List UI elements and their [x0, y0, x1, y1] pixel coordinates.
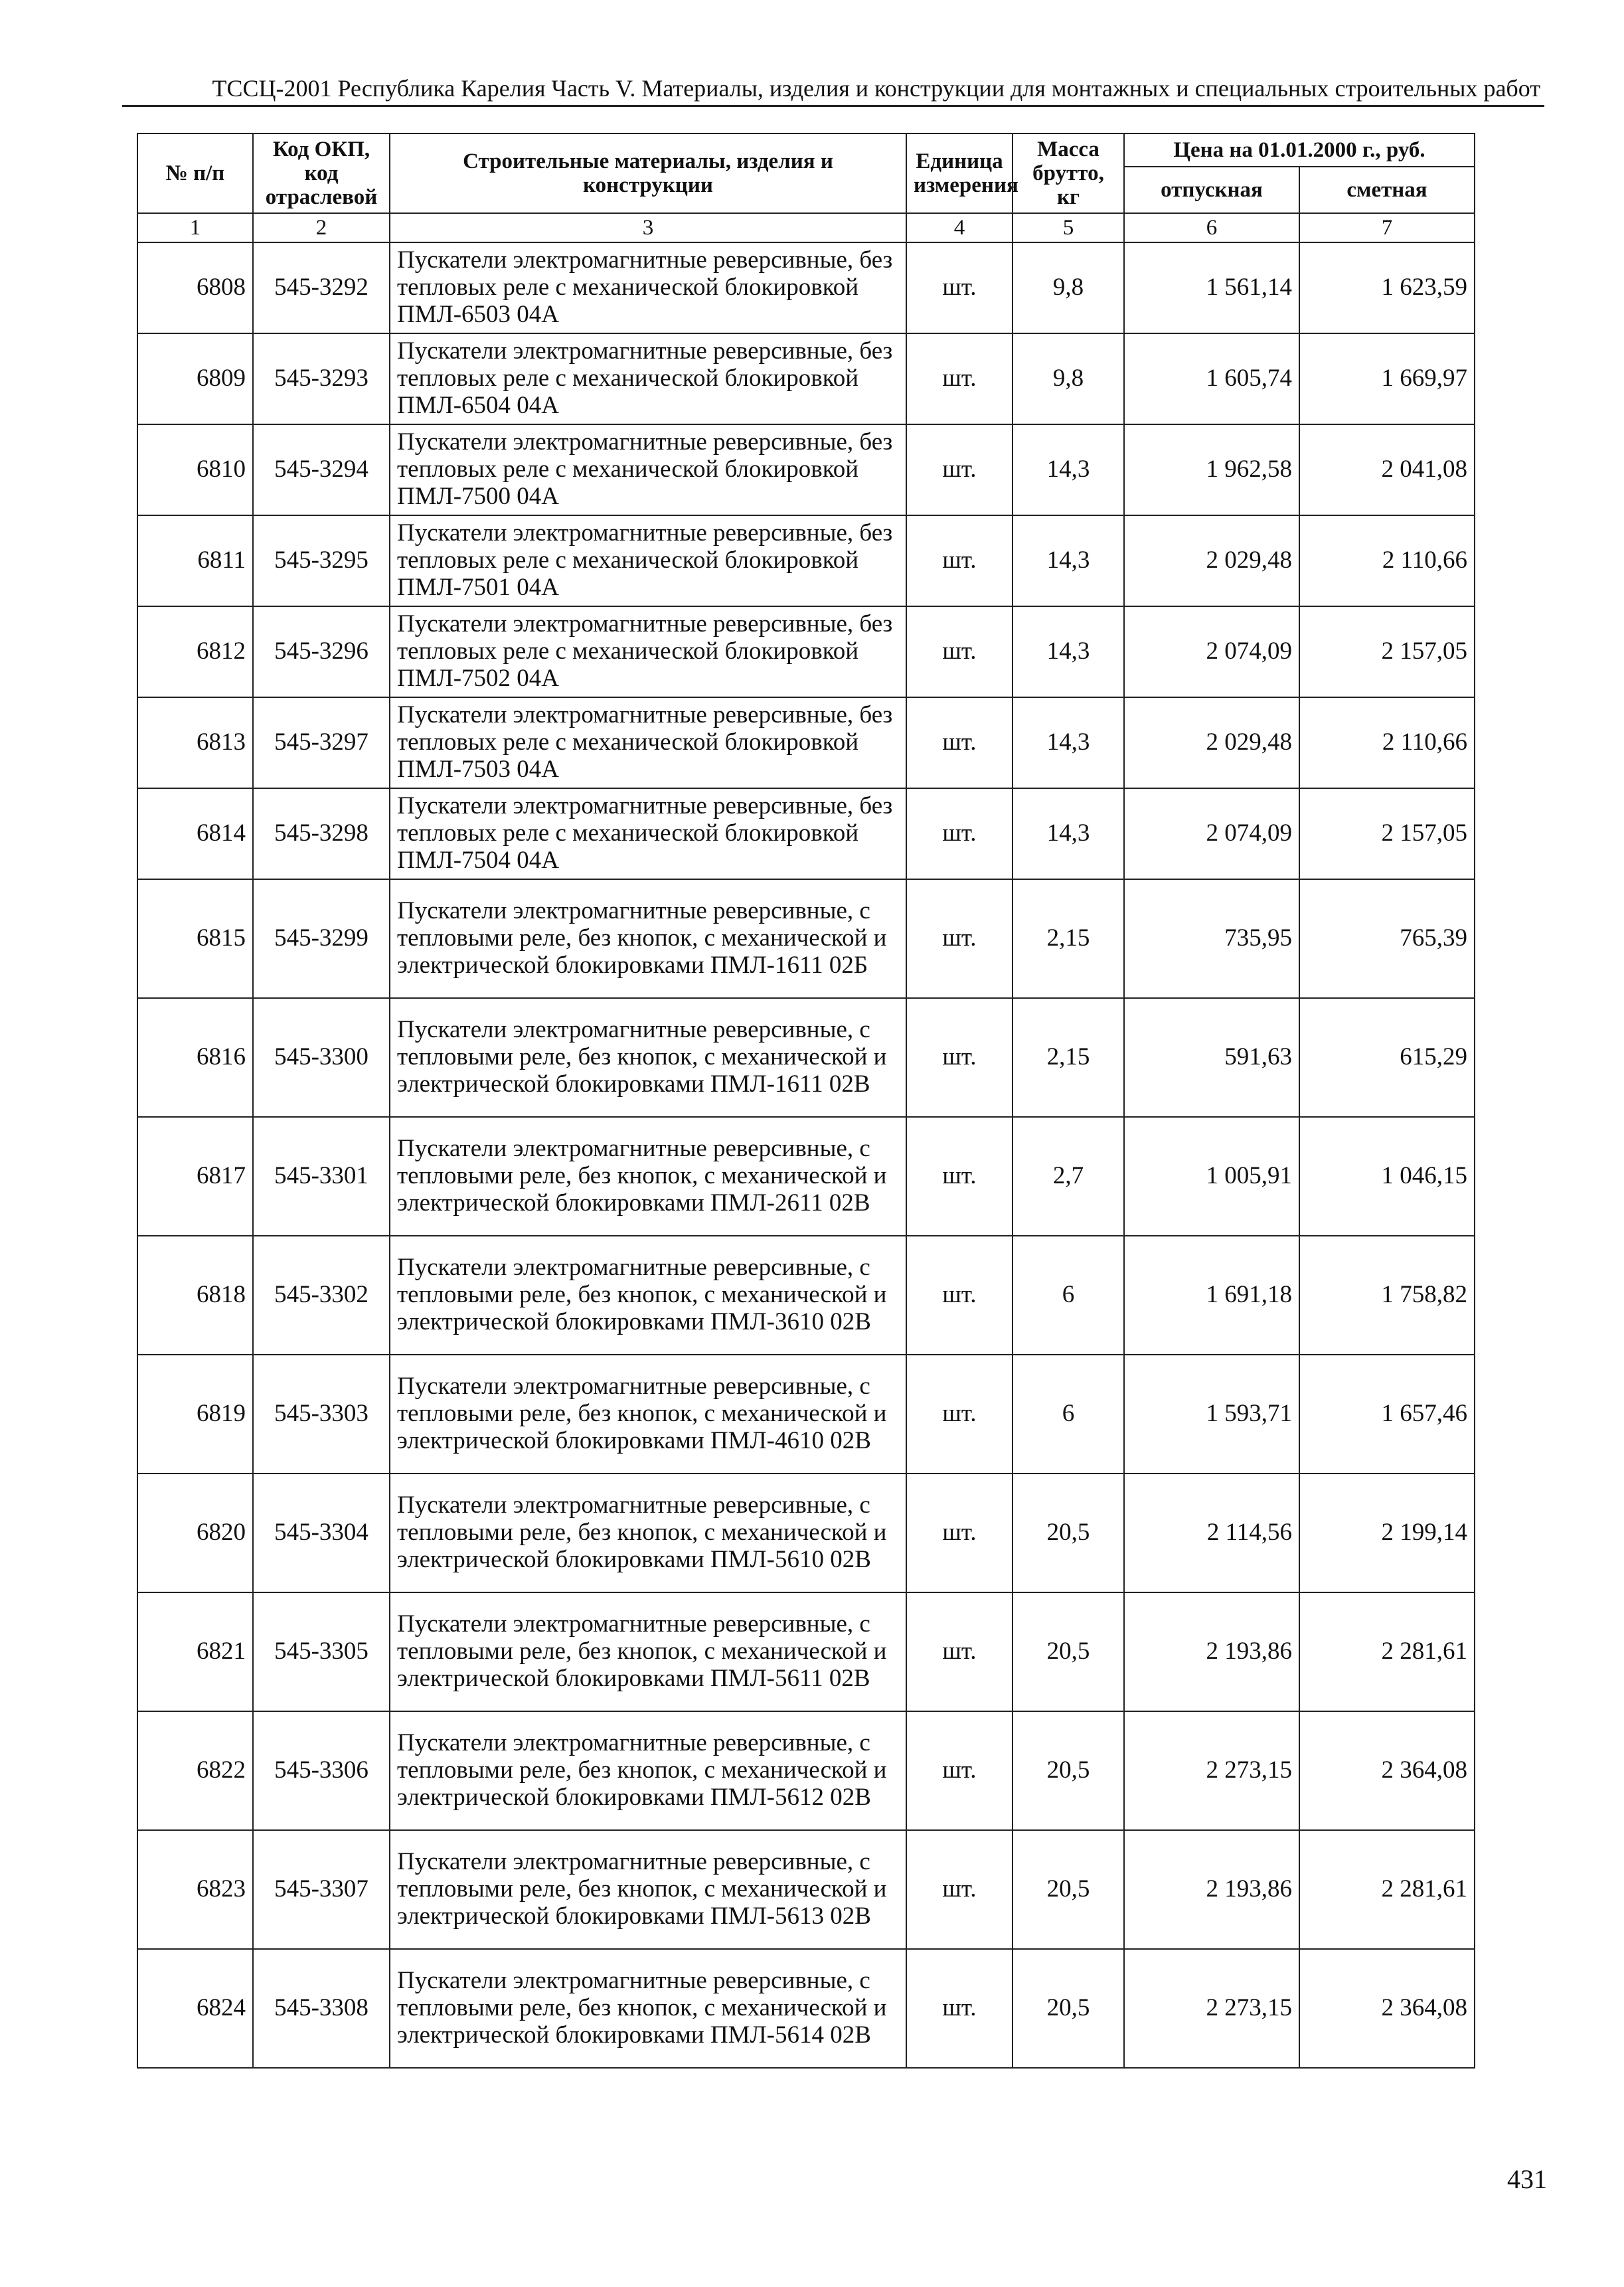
material-description: Пускатели электромагнитные реверсивные, без тепловых реле с механической блокировкой ПМЛ-7502 04А	[390, 606, 906, 697]
release-price: 2 193,86	[1124, 1830, 1299, 1949]
unit-of-measure: шт.	[906, 1711, 1013, 1830]
row-number: 6823	[137, 1830, 253, 1949]
table-row	[137, 515, 1475, 606]
row-number: 6818	[137, 1236, 253, 1355]
table-row	[137, 1830, 1475, 1949]
row-number: 6822	[137, 1711, 253, 1830]
gross-mass: 14,3	[1013, 606, 1124, 697]
okp-code: 545-3302	[253, 1236, 390, 1355]
material-description: Пускатели электромагнитные реверсивные, с тепловыми реле, без кнопок, с механической и электрической блокировками ПМЛ-5612 02В	[390, 1711, 906, 1830]
table-row	[137, 1711, 1475, 1830]
header-num: № п/п	[137, 133, 253, 213]
header-mass: Масса брутто, кг	[1013, 133, 1124, 213]
unit-of-measure: шт.	[906, 1592, 1013, 1711]
material-description: Пускатели электромагнитные реверсивные, с тепловыми реле, без кнопок, с механической и электрической блокировками ПМЛ-5611 02В	[390, 1592, 906, 1711]
material-description: Пускатели электромагнитные реверсивные, без тепловых реле с механической блокировкой ПМЛ-7503 04А	[390, 697, 906, 788]
table-row	[137, 242, 1475, 333]
unit-of-measure: шт.	[906, 424, 1013, 515]
release-price: 1 593,71	[1124, 1355, 1299, 1474]
material-description: Пускатели электромагнитные реверсивные, с тепловыми реле, без кнопок, с механической и электрической блокировками ПМЛ-5610 02В	[390, 1474, 906, 1592]
gross-mass: 20,5	[1013, 1830, 1124, 1949]
okp-code: 545-3294	[253, 424, 390, 515]
table-row	[137, 424, 1475, 515]
okp-code: 545-3293	[253, 333, 390, 424]
column-number: 5	[1013, 213, 1124, 242]
estimate-price: 2 041,08	[1299, 424, 1475, 515]
table-row	[137, 1949, 1475, 2068]
table-row	[137, 606, 1475, 697]
material-description: Пускатели электромагнитные реверсивные, без тепловых реле с механической блокировкой ПМЛ-7501 04А	[390, 515, 906, 606]
estimate-price: 2 110,66	[1299, 697, 1475, 788]
header-price-estimate: сметная	[1299, 167, 1475, 213]
running-header	[126, 62, 1540, 102]
okp-code: 545-3300	[253, 998, 390, 1117]
gross-mass: 20,5	[1013, 1711, 1124, 1830]
okp-code: 545-3295	[253, 515, 390, 606]
row-number: 6811	[137, 515, 253, 606]
gross-mass: 9,8	[1013, 242, 1124, 333]
release-price: 1 691,18	[1124, 1236, 1299, 1355]
estimate-price: 2 157,05	[1299, 788, 1475, 879]
unit-of-measure: шт.	[906, 1830, 1013, 1949]
row-number: 6808	[137, 242, 253, 333]
header-name: Строительные материалы, изделия и конструкции	[390, 133, 906, 213]
estimate-price: 2 157,05	[1299, 606, 1475, 697]
estimate-price: 1 046,15	[1299, 1117, 1475, 1236]
header-price-release: отпускная	[1124, 167, 1299, 213]
estimate-price: 2 281,61	[1299, 1830, 1475, 1949]
gross-mass: 14,3	[1013, 697, 1124, 788]
table-row	[137, 998, 1475, 1117]
column-number: 3	[390, 213, 906, 242]
row-number: 6816	[137, 998, 253, 1117]
header-unit: Единица измерения	[906, 133, 1013, 213]
row-number: 6817	[137, 1117, 253, 1236]
gross-mass: 2,7	[1013, 1117, 1124, 1236]
okp-code: 545-3299	[253, 879, 390, 998]
release-price: 2 114,56	[1124, 1474, 1299, 1592]
estimate-price: 2 110,66	[1299, 515, 1475, 606]
unit-of-measure: шт.	[906, 879, 1013, 998]
okp-code: 545-3305	[253, 1592, 390, 1711]
table-row	[137, 1236, 1475, 1355]
release-price: 2 074,09	[1124, 788, 1299, 879]
estimate-price: 1 623,59	[1299, 242, 1475, 333]
release-price: 2 074,09	[1124, 606, 1299, 697]
okp-code: 545-3301	[253, 1117, 390, 1236]
estimate-price: 2 199,14	[1299, 1474, 1475, 1592]
release-price: 2 273,15	[1124, 1949, 1299, 2068]
estimate-price: 615,29	[1299, 998, 1475, 1117]
table-row	[137, 1474, 1475, 1592]
unit-of-measure: шт.	[906, 1355, 1013, 1474]
okp-code: 545-3292	[253, 242, 390, 333]
row-number: 6819	[137, 1355, 253, 1474]
column-number: 1	[137, 213, 253, 242]
table-head	[137, 133, 1475, 242]
material-description: Пускатели электромагнитные реверсивные, с тепловыми реле, без кнопок, с механической и электрической блокировками ПМЛ-2611 02В	[390, 1117, 906, 1236]
gross-mass: 9,8	[1013, 333, 1124, 424]
header-code: Код ОКП, код отраслевой	[253, 133, 390, 213]
gross-mass: 2,15	[1013, 879, 1124, 998]
unit-of-measure: шт.	[906, 1474, 1013, 1592]
running-header-text: ТССЦ-2001 Республика Карелия Часть V. Материалы, изделия и конструкции для монтажных и специальных строительных работ	[212, 75, 1540, 102]
column-number: 6	[1124, 213, 1299, 242]
okp-code: 545-3307	[253, 1830, 390, 1949]
estimate-price: 765,39	[1299, 879, 1475, 998]
header-rule	[122, 105, 1544, 107]
estimate-price: 1 657,46	[1299, 1355, 1475, 1474]
material-description: Пускатели электромагнитные реверсивные, с тепловыми реле, без кнопок, с механической и электрической блокировками ПМЛ-1611 02Б	[390, 879, 906, 998]
unit-of-measure: шт.	[906, 788, 1013, 879]
row-number: 6820	[137, 1474, 253, 1592]
okp-code: 545-3306	[253, 1711, 390, 1830]
release-price: 591,63	[1124, 998, 1299, 1117]
row-number: 6810	[137, 424, 253, 515]
estimate-price: 2 281,61	[1299, 1592, 1475, 1711]
unit-of-measure: шт.	[906, 1117, 1013, 1236]
okp-code: 545-3297	[253, 697, 390, 788]
table-row	[137, 1592, 1475, 1711]
row-number: 6812	[137, 606, 253, 697]
row-number: 6809	[137, 333, 253, 424]
gross-mass: 6	[1013, 1355, 1124, 1474]
okp-code: 545-3303	[253, 1355, 390, 1474]
material-description: Пускатели электромагнитные реверсивные, с тепловыми реле, без кнопок, с механической и электрической блокировками ПМЛ-1611 02В	[390, 998, 906, 1117]
unit-of-measure: шт.	[906, 606, 1013, 697]
estimate-price: 1 758,82	[1299, 1236, 1475, 1355]
material-description: Пускатели электромагнитные реверсивные, с тепловыми реле, без кнопок, с механической и электрической блокировками ПМЛ-4610 02В	[390, 1355, 906, 1474]
release-price: 2 193,86	[1124, 1592, 1299, 1711]
estimate-price: 2 364,08	[1299, 1949, 1475, 2068]
release-price: 2 273,15	[1124, 1711, 1299, 1830]
gross-mass: 14,3	[1013, 788, 1124, 879]
okp-code: 545-3296	[253, 606, 390, 697]
material-description: Пускатели электромагнитные реверсивные, с тепловыми реле, без кнопок, с механической и электрической блокировками ПМЛ-5613 02В	[390, 1830, 906, 1949]
row-number: 6824	[137, 1949, 253, 2068]
row-number: 6815	[137, 879, 253, 998]
release-price: 735,95	[1124, 879, 1299, 998]
unit-of-measure: шт.	[906, 515, 1013, 606]
table-row	[137, 879, 1475, 998]
table-row	[137, 1117, 1475, 1236]
unit-of-measure: шт.	[906, 697, 1013, 788]
row-number: 6813	[137, 697, 253, 788]
header-row-1	[137, 133, 1475, 167]
unit-of-measure: шт.	[906, 242, 1013, 333]
gross-mass: 20,5	[1013, 1474, 1124, 1592]
release-price: 2 029,48	[1124, 697, 1299, 788]
table-body	[137, 242, 1475, 2068]
unit-of-measure: шт.	[906, 333, 1013, 424]
material-description: Пускатели электромагнитные реверсивные, с тепловыми реле, без кнопок, с механической и электрической блокировками ПМЛ-3610 02В	[390, 1236, 906, 1355]
table-row	[137, 1355, 1475, 1474]
column-number: 7	[1299, 213, 1475, 242]
material-description: Пускатели электромагнитные реверсивные, без тепловых реле с механической блокировкой ПМЛ-7500 04А	[390, 424, 906, 515]
material-description: Пускатели электромагнитные реверсивные, с тепловыми реле, без кнопок, с механической и электрической блокировками ПМЛ-5614 02В	[390, 1949, 906, 2068]
material-description: Пускатели электромагнитные реверсивные, без тепловых реле с механической блокировкой ПМЛ-7504 04А	[390, 788, 906, 879]
material-description: Пускатели электромагнитные реверсивные, без тепловых реле с механической блокировкой ПМЛ-6504 04А	[390, 333, 906, 424]
row-number: 6821	[137, 1592, 253, 1711]
gross-mass: 20,5	[1013, 1949, 1124, 2068]
release-price: 1 962,58	[1124, 424, 1299, 515]
estimate-price: 2 364,08	[1299, 1711, 1475, 1830]
gross-mass: 2,15	[1013, 998, 1124, 1117]
release-price: 2 029,48	[1124, 515, 1299, 606]
gross-mass: 14,3	[1013, 424, 1124, 515]
release-price: 1 561,14	[1124, 242, 1299, 333]
okp-code: 545-3304	[253, 1474, 390, 1592]
gross-mass: 6	[1013, 1236, 1124, 1355]
unit-of-measure: шт.	[906, 1949, 1013, 2068]
table-row	[137, 333, 1475, 424]
material-description: Пускатели электромагнитные реверсивные, без тепловых реле с механической блокировкой ПМЛ-6503 04А	[390, 242, 906, 333]
unit-of-measure: шт.	[906, 1236, 1013, 1355]
page-number: 431	[1507, 2164, 1547, 2194]
column-number-row	[137, 213, 1475, 242]
price-table	[137, 133, 1475, 2069]
header-price-group: Цена на 01.01.2000 г., руб.	[1124, 133, 1475, 167]
gross-mass: 20,5	[1013, 1592, 1124, 1711]
release-price: 1 605,74	[1124, 333, 1299, 424]
row-number: 6814	[137, 788, 253, 879]
table-row	[137, 788, 1475, 879]
gross-mass: 14,3	[1013, 515, 1124, 606]
estimate-price: 1 669,97	[1299, 333, 1475, 424]
column-number: 2	[253, 213, 390, 242]
okp-code: 545-3298	[253, 788, 390, 879]
release-price: 1 005,91	[1124, 1117, 1299, 1236]
okp-code: 545-3308	[253, 1949, 390, 2068]
unit-of-measure: шт.	[906, 998, 1013, 1117]
column-number: 4	[906, 213, 1013, 242]
table-row	[137, 697, 1475, 788]
